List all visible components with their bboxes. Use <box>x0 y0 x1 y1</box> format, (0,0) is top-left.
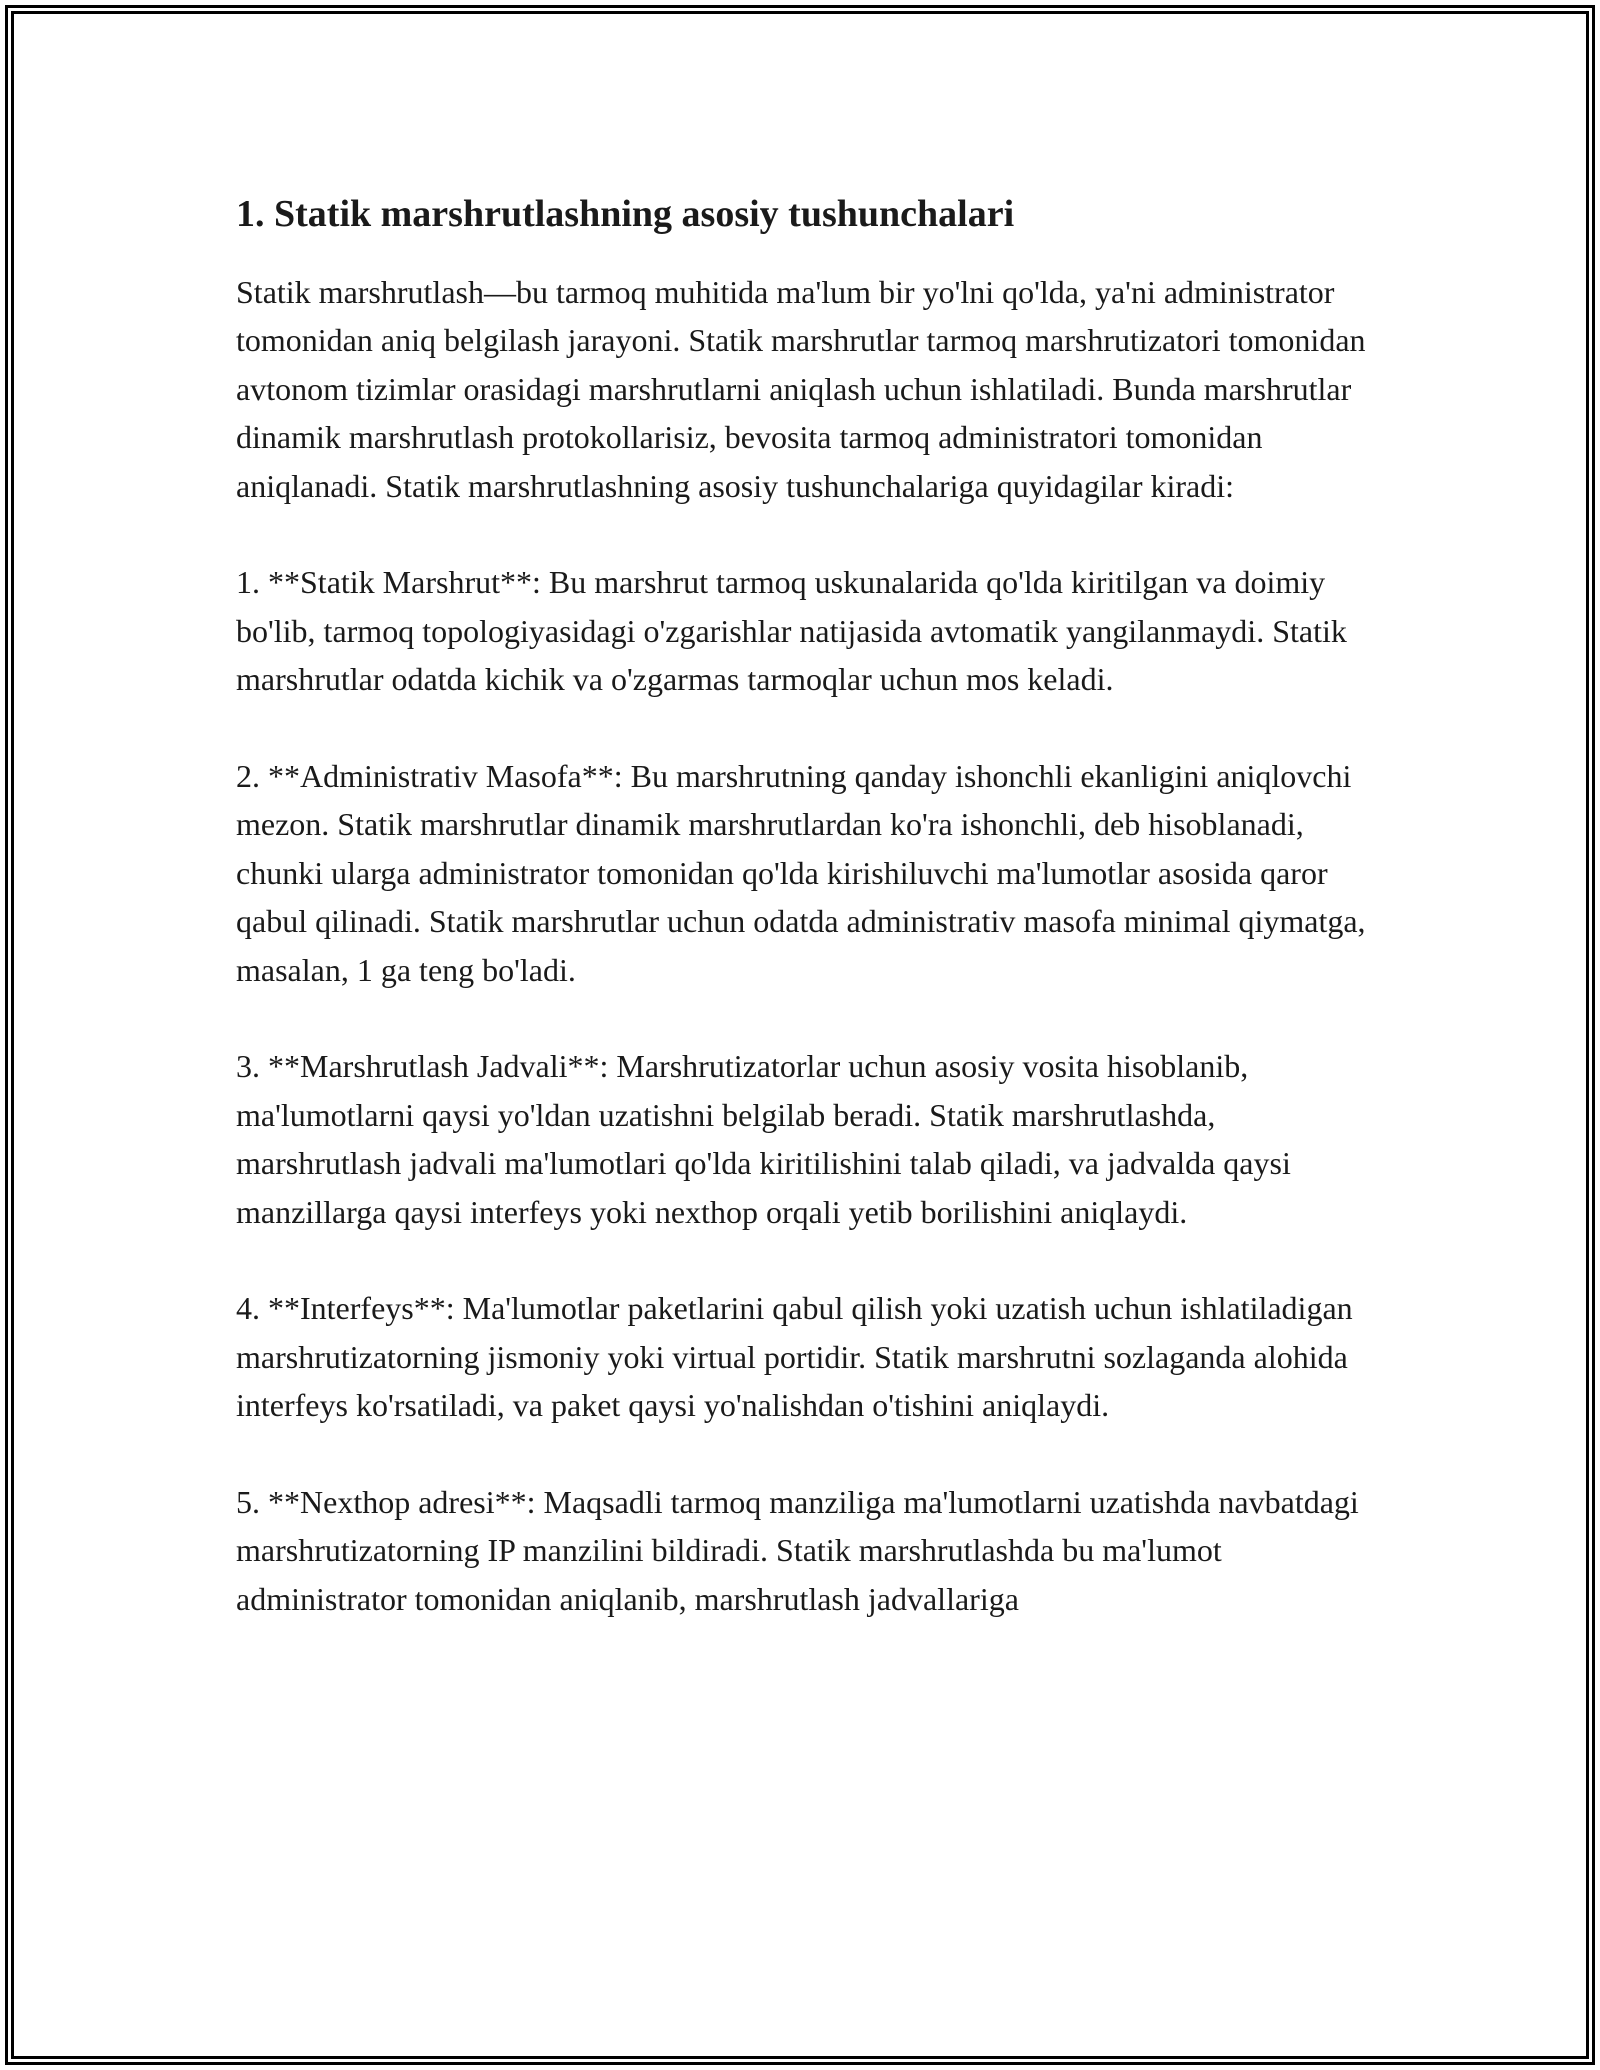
item-static-route: 1. **Statik Marshrut**: Bu marshrut tarmoq uskunalarida qo'lda kiritilgan va doimiy bo'lib, tarmoq topologiyasidagi o'zgarishlar natijasida avtomatik yangilanmaydi. Statik marshrutlar odatda kichik va o'zgarmas tarmoqlar uchun mos keladi. <box>236 564 1347 698</box>
item-nexthop-address: 5. **Nexthop adresi**: Maqsadli tarmoq manziliga ma'lumotlarni uzatishda navbatdagi marshrutizatorning IP manzilini bildiradi. Statik marshrutlashda bu ma'lumot administrator tomonidan aniqlanib, marshrutlash jadvallariga <box>236 1484 1359 1617</box>
intro-paragraph: Statik marshrutlash—bu tarmoq muhitida ma'lum bir yo'lni qo'lda, ya'ni administrator tomonidan aniq belgilash jarayoni. Statik marshrutlar tarmoq marshrutizatori tomonidan avtonom tizimlar orasidagi marshrutlarni aniqlash uchun ishlatiladi. Bunda marshrutlar dinamik marshrutlash protokollarisiz, bevosita tarmoq administratori tomonidan aniqlanadi. Statik marshrutlashning asosiy tushunchalariga quyidagilar kiradi: <box>236 274 1366 504</box>
item-routing-table: 3. **Marshrutlash Jadvali**: Marshrutizatorlar uchun asosiy vosita hisoblanib, ma'lumotlarni qaysi yo'ldan uzatishni belgilab beradi. Statik marshrutlashda, marshrutlash jadvali ma'lumotlari qo'lda kiritilishini talab qiladi, va jadvalda qaysi manzillarga qaysi interfeys yoki nexthop orqali yetib borilishini aniqlaydi. <box>236 1048 1291 1230</box>
item-administrative-distance: 2. **Administrativ Masofa**: Bu marshrutning qanday ishonchli ekanligini aniqlovchi mezon. Statik marshrutlar dinamik marshrutlardan ko'ra ishonchli, deb hisoblanadi, chunki ularga administrator tomonidan qo'lda kirishiluvchi ma'lumotlar asosida qaror qabul qilinadi. Statik marshrutlar uchun odatda administrativ masofa minimal qiymatga, masalan, 1 ga teng bo'ladi. <box>236 758 1366 988</box>
document-body <box>236 186 1366 1672</box>
section-heading: 1. Statik marshrutlashning asosiy tushunchalari <box>236 193 1015 235</box>
item-interface: 4. **Interfeys**: Ma'lumotlar paketlarini qabul qilish yoki uzatish uchun ishlatiladigan marshrutizatorning jismoniy yoki virtual portidir. Statik marshrutni sozlaganda alohida interfeys ko'rsatiladi, va paket qaysi yo'nalishdan o'tishini aniqlaydi. <box>236 1290 1353 1424</box>
